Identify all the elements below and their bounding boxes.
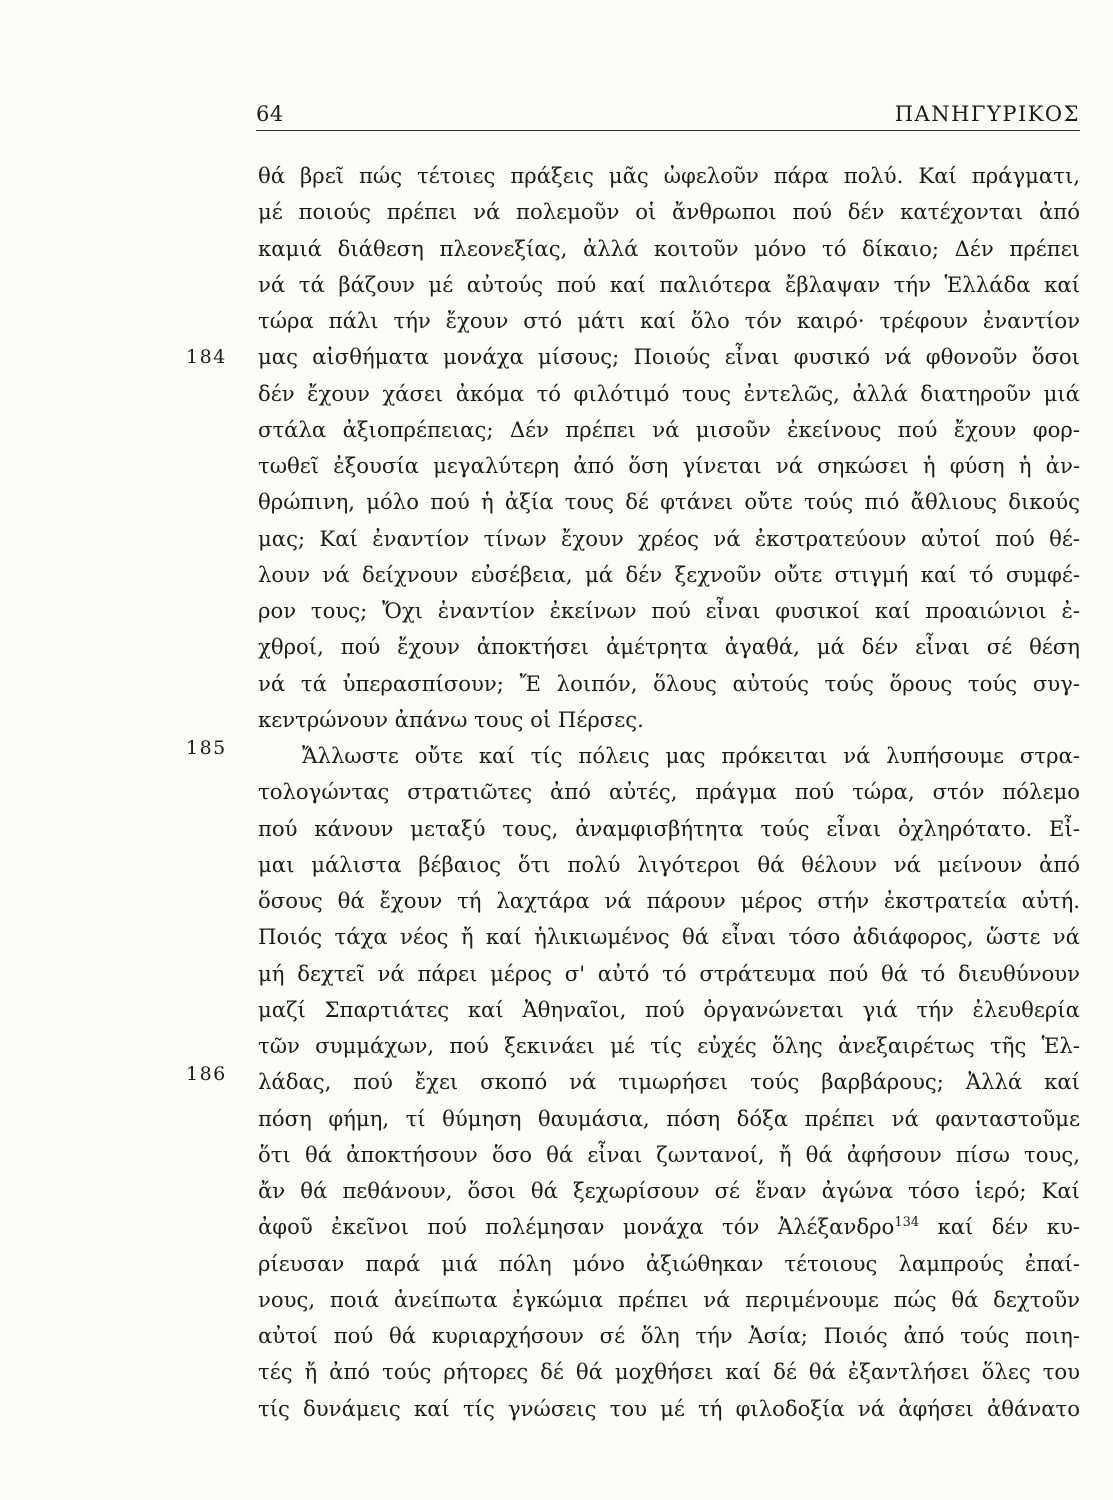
text-line: στάλα ἀξιοπρέπειας; Δέν πρέπει νά μισοῦν ἐκείνους πού ἔχουν φορ-	[258, 416, 1080, 442]
text-line: τωθεῖ ἐξουσία μεγαλύτερη ἀπό ὅση γίνεται νά σηκώσει ἡ φύση ἡ ἀν-	[258, 453, 1080, 478]
page-number: 64	[256, 102, 284, 126]
text-line: θά βρεῖ πώς τέτοιες πράξεις μᾶς ὠφελοῦν πάρα πολύ. Καί πράγματι,	[258, 163, 1080, 188]
running-head: ΠΑΝΗΓΥΡΙΚΟΣ	[894, 102, 1080, 126]
text-line: πού κάνουν μεταξύ τους, ἀναμφισβήτητα τούς εἶναι ὀχληρότατο. Εἶ-	[258, 815, 1080, 841]
text-line: πόση φήμη, τί θύμηση θαυμάσια, πόση δόξα πρέπει νά φανταστοῦμε	[258, 1105, 1080, 1131]
text-line: νά τά ὑπερασπίσουν; Ἔ λοιπόν, ὅλους αὐτούς τούς ὅρους τούς συγ-	[258, 670, 1080, 696]
section-number-186: 186	[186, 1063, 227, 1085]
body-text	[258, 158, 1080, 1427]
text-line: νά τά βάζουν μέ αὐτούς πού καί παλιότερα ἔβλαψαν τήν Ἑλλάδα καί	[258, 271, 1080, 297]
text-line: μαζί Σπαρτιάτες καί Ἀθηναῖοι, πού ὀργανώνεται γιά τήν ἐλευθερία	[258, 996, 1080, 1022]
section-number-185: 185	[186, 737, 227, 759]
text-line: μέ ποιούς πρέπει νά πολεμοῦν οἱ ἄνθρωποι πού δέν κατέχονται ἀπό	[258, 199, 1080, 225]
footnote-reference: 134	[894, 1215, 920, 1231]
text-line: αὐτοί πού θά κυριαρχήσουν σέ ὅλη τήν Ἀσία; Ποιός ἀπό τούς ποιη-	[258, 1323, 1080, 1348]
text-line: λουν νά δείχνουν εὐσέβεια, μά δέν ξεχνοῦν οὔτε στιγμή καί τό συμφέ-	[258, 561, 1080, 587]
text-line-with-footnote	[258, 1209, 1080, 1245]
text-segment: ἀφοῦ ἐκεῖνοι πού πολέμησαν μονάχα τόν Ἀλέξανδρο	[258, 1214, 895, 1240]
page-header	[256, 98, 1080, 131]
text-line: μή δεχτεῖ νά πάρει μέρος σ' αὐτό τό στράτευμα πού θά τό διευθύνουν	[258, 960, 1080, 986]
text-line: ρον τους; Ὄχι ἐναντίον ἐκείνων πού εἶναι φυσικοί καί προαιώνιοι ἐ-	[258, 598, 1080, 623]
text-line: ἄν θά πεθάνουν, ὅσοι θά ξεχωρίσουν σέ ἕναν ἀγώνα τόσο ἱερό; Καί	[258, 1178, 1080, 1203]
text-line: μας αἰσθήματα μονάχα μίσους; Ποιούς εἶναι φυσικό νά φθονοῦν ὅσοι	[258, 344, 1080, 370]
text-line: τές ἤ ἀπό τούς ρήτορες δέ θά μοχθήσει καί δέ θά ἐξαντλήσει ὅλες του	[258, 1359, 1080, 1385]
text-line: θρώπινη, μόλο πού ἡ ἀξία τους δέ φτάνει οὔτε τούς πιό ἄθλιους δικούς	[258, 489, 1080, 515]
text-line: τολογώντας στρατιῶτες ἀπό αὐτές, πράγμα πού τώρα, στόν πόλεμο	[258, 779, 1080, 805]
text-segment: καί δέν κυ-	[919, 1214, 1080, 1240]
section-number-184: 184	[186, 346, 227, 368]
text-line: λάδας, πού ἔχει σκοπό νά τιμωρήσει τούς βαρβάρους; Ἀλλά καί	[258, 1069, 1080, 1095]
text-line: τίς δυνάμεις καί τίς γνώσεις του μέ τή φιλοδοξία νά ἀφήσει ἀθάνατο	[258, 1395, 1080, 1421]
text-line: ὅσους θά ἔχουν τή λαχτάρα νά πάρουν μέρος στήν ἐκστρατεία αὐτή.	[258, 888, 1080, 913]
text-line: νους, ποιά ἀνείπωτα ἐγκώμια πρέπει νά περιμένουμε πώς θά δεχτοῦν	[258, 1286, 1080, 1312]
text-line: ὅτι θά ἀποκτήσουν ὅσο θά εἶναι ζωντανοί, ἤ θά ἀφήσουν πίσω τους,	[258, 1141, 1080, 1167]
text-line: καμιά διάθεση πλεονεξίας, ἀλλά κοιτοῦν μόνο τό δίκαιο; Δέν πρέπει	[258, 235, 1080, 261]
text-line: Ποιός τάχα νέος ἤ καί ἡλικιωμένος θά εἶναι τόσο ἀδιάφορος, ὥστε νά	[258, 924, 1080, 950]
text-line: κεντρώνουν ἀπάνω τους οἱ Πέρσες.	[258, 706, 644, 732]
text-line: χθροί, πού ἔχουν ἀποκτήσει ἀμέτρητα ἀγαθά, μά δέν εἶναι σέ θέση	[258, 634, 1080, 660]
text-line: Ἄλλωστε οὔτε καί τίς πόλεις μας πρόκειται νά λυπήσουμε στρα-	[302, 743, 1080, 768]
text-line: τῶν συμμάχων, πού ξεκινάει μέ τίς εὐχές ὅλης ἀνεξαιρέτως τῆς Ἑλ-	[258, 1033, 1080, 1058]
text-line: ρίευσαν παρά μιά πόλη μόνο ἀξιώθηκαν τέτοιους λαμπρούς ἐπαί-	[258, 1250, 1080, 1276]
text-line: μας; Καί ἐναντίον τίνων ἔχουν χρέος νά ἐκστρατεύουν αὐτοί πού θέ-	[258, 525, 1080, 551]
text-line: μαι μάλιστα βέβαιος ὅτι πολύ λιγότεροι θά θέλουν νά μείνουν ἀπό	[258, 851, 1080, 877]
text-line: τώρα πάλι τήν ἔχουν στό μάτι καί ὅλο τόν καιρό· τρέφουν ἐναντίον	[258, 308, 1080, 333]
text-line: δέν ἔχουν χάσει ἀκόμα τό φιλότιμό τους ἐντελῶς, ἀλλά διατηροῦν μιά	[258, 380, 1080, 406]
